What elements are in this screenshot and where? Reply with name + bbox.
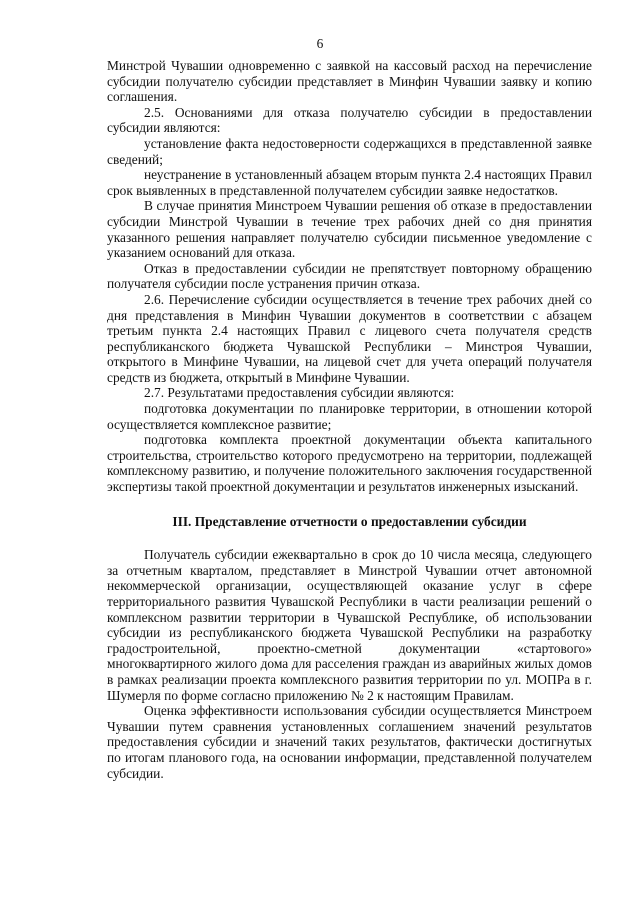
paragraph: Оценка эффективности использования субсидии осуществляется Минстроем Чувашии путем сравнения установленных соглашением значений результатов предоставления субсидии и значений таких результатов, фактически достигнутых по итогам планового года, на основании информации, представленной получателем субсидии. xyxy=(107,703,592,781)
paragraph: 2.5. Основаниями для отказа получателю субсидии в предоставлении субсидии являются: xyxy=(107,104,592,136)
paragraph: подготовка документации по планировке территории, в отношении которой осуществляется комплексное развитие; xyxy=(107,401,592,432)
page-number: 6 xyxy=(316,36,324,51)
paragraph: установление факта недостоверности содержащихся в представленной заявке сведений; xyxy=(107,135,592,167)
paragraph: 2.6. Перечисление субсидии осуществляется в течение трех рабочих дней со дня представления в Минфин Чувашии документов в соответствии с абзацем третьим пункта 2.4 настоящих Правил с лицевого счета получателя средств республиканского бюджета Чувашской Республики – Минстроя Чувашии, открытого в Минфине Чувашии, на лицевой счет для учета операций получателя средств из бюджета, открытый в Минфине Чувашии. xyxy=(107,291,592,385)
paragraph: В случае принятия Минстроем Чувашии решения об отказе в предоставлении субсидии Минстрой Чувашии в течение трех рабочих дней со дня принятия указанного решения направляет получателю субсидии письменное уведомление с указанием оснований для отказа. xyxy=(107,198,592,261)
paragraph: неустранение в установленный абзацем вторым пункта 2.4 настоящих Правил срок выявленных в представленной получателем субсидии заявке недостатков. xyxy=(107,167,592,198)
paragraph: Отказ в предоставлении субсидии не препятствует повторному обращению получателя субсидии после устранения причин отказа. xyxy=(107,260,592,292)
document-body xyxy=(107,58,592,781)
paragraph: 2.7. Результатами предоставления субсидии являются: xyxy=(144,385,455,401)
paragraph: Получатель субсидии ежеквартально в срок до 10 числа месяца, следующего за отчетным кварталом, представляет в Минстрой Чувашии отчет автономной некоммерческой организации, осуществляющей оказание услуг в сфере территориального развития Чувашской Республики в части реализации решений о комплексном развитии территории в Чувашской Республике, об использовании субсидии из республиканского бюджета Чувашской Республики на разработку градостроительной, проектно-сметной документации «стартового» многоквартирного жилого дома для расселения граждан из аварийных жилых домов в рамках реализации проекта комплексного развития территории по ул. МОПРа в г. Шумерля по форме согласно приложению № 2 к настоящим Правилам. xyxy=(107,547,592,703)
paragraph: подготовка комплекта проектной документации объекта капитального строительства, строительство которого предусмотрено на территории, подлежащей комплексному развитию, и получение положительного заключения государственной экспертизы такой проектной документации и результатов инженерных изысканий. xyxy=(107,432,592,495)
paragraph: Минстрой Чувашии одновременно с заявкой на кассовый расход на перечисление субсидии получателю субсидии представляет в Минфин Чувашии заявку и копию соглашения. xyxy=(107,58,592,105)
section-heading: III. Представление отчетности о предоставлении субсидии xyxy=(172,513,527,529)
